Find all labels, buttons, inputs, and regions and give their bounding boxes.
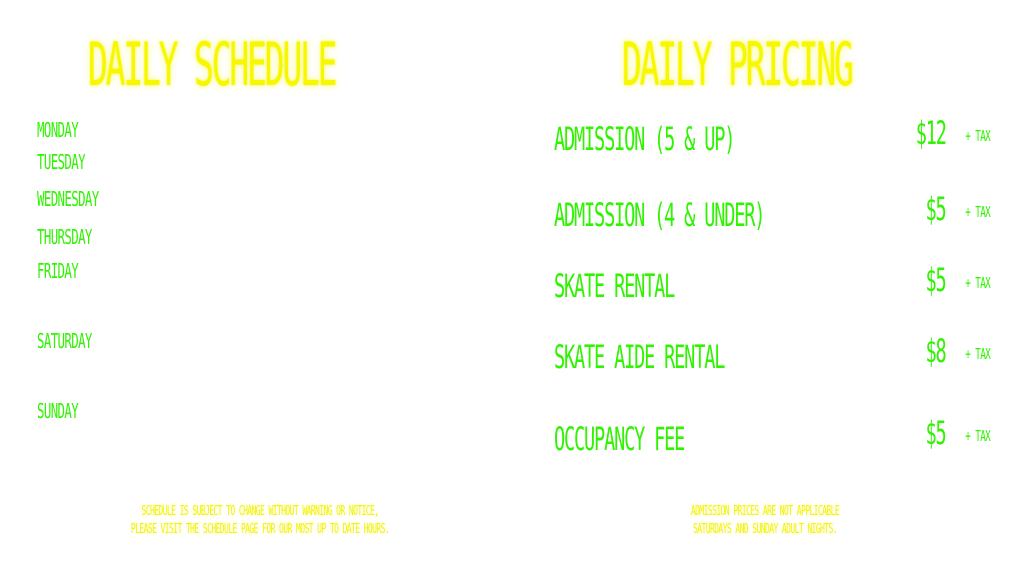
note-line: PLEASE VISIT THE SCHEDULE PAGE FOR OUR MOST UP TO DATE HOURS. — [130, 522, 390, 537]
price-value — [911, 330, 946, 372]
price-row-occupancy-fee — [554, 414, 990, 460]
price-value-text: $5 — [925, 261, 946, 299]
price-label-text: ADMISSION (4 & UNDER) — [554, 196, 765, 234]
day-tuesday — [37, 150, 114, 174]
tax-label — [950, 203, 990, 221]
tax-label — [950, 427, 990, 445]
price-label — [554, 265, 761, 307]
price-label-text: SKATE AIDE RENTAL — [554, 338, 725, 376]
price-row-skate-aide-rental — [554, 332, 990, 378]
tax-label-text: + TAX — [965, 127, 990, 145]
day-label: SUNDAY — [37, 399, 79, 423]
day-label: FRIDAY — [37, 259, 79, 283]
pricing-disclaimer — [615, 503, 915, 539]
price-label-text: SKATE RENTAL — [554, 267, 675, 305]
price-label-text: ADMISSION (5 & UP) — [554, 120, 735, 158]
price-label-text: OCCUPANCY FEE — [554, 420, 685, 458]
day-label: TUESDAY — [37, 150, 85, 174]
price-value-text: $5 — [925, 190, 946, 228]
day-label: MONDAY — [37, 118, 79, 142]
price-label — [554, 336, 848, 378]
day-saturday — [37, 329, 125, 353]
tax-label-text: + TAX — [965, 345, 990, 363]
tax-label — [950, 127, 990, 145]
price-value — [911, 188, 946, 230]
price-value — [911, 259, 946, 301]
pricing-title: DAILY PRICING — [622, 30, 852, 100]
note-line: ADMISSION PRICES ARE NOT APPLICABLE — [690, 504, 840, 519]
tax-label-text: + TAX — [965, 274, 990, 292]
tax-label-text: + TAX — [965, 203, 990, 221]
day-label: WEDNESDAY — [37, 187, 99, 211]
schedule-disclaimer — [30, 503, 490, 539]
price-value-text: $12 — [915, 114, 946, 152]
day-label: THURSDAY — [37, 225, 92, 249]
schedule-title: DAILY SCHEDULE — [88, 30, 336, 100]
price-value-text: $5 — [925, 414, 946, 452]
price-value-text: $8 — [925, 332, 946, 370]
pricing-heading — [622, 30, 1024, 100]
day-thursday — [37, 225, 125, 249]
day-monday — [37, 118, 103, 142]
day-sunday — [37, 399, 103, 423]
price-row-admission-5-up — [554, 114, 990, 160]
price-label — [554, 194, 917, 236]
day-label: SATURDAY — [37, 329, 92, 353]
price-row-admission-4-under — [554, 190, 990, 236]
price-row-skate-rental — [554, 261, 990, 307]
price-label — [554, 418, 778, 460]
note-line: SATURDAYS AND SUNDAY ADULT NIGHTS. — [693, 522, 837, 537]
price-value — [911, 412, 946, 454]
price-label — [554, 118, 865, 160]
note-line: SCHEDULE IS SUBJECT TO CHANGE WITHOUT WARNING OR NOTICE, — [141, 504, 379, 519]
day-friday — [37, 259, 103, 283]
tax-label-text: + TAX — [965, 427, 990, 445]
day-wednesday — [37, 187, 136, 211]
price-value — [894, 112, 946, 154]
tax-label — [950, 274, 990, 292]
tax-label — [950, 345, 990, 363]
schedule-heading — [88, 30, 538, 100]
